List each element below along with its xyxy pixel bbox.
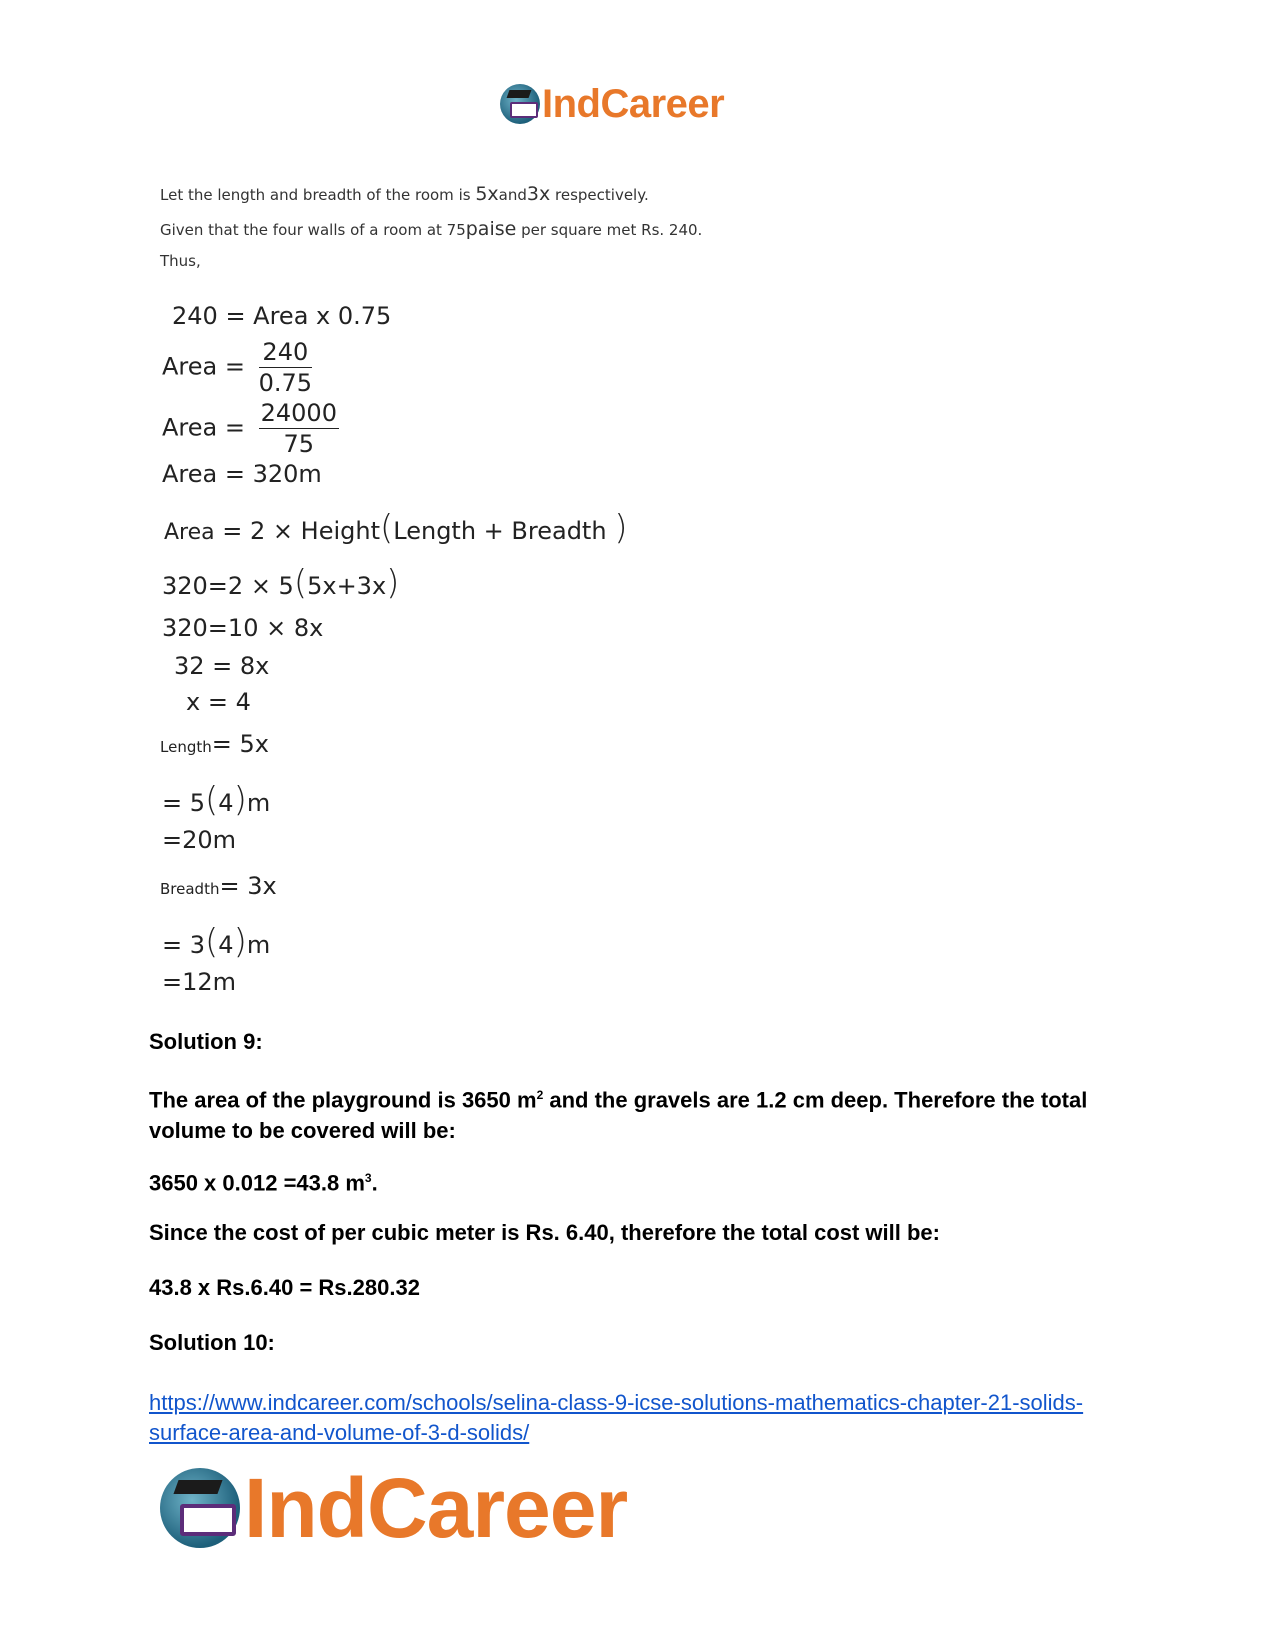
- paren-open: (: [380, 508, 394, 548]
- fraction: [259, 398, 339, 459]
- equation-term: Length + Breadth: [393, 517, 615, 545]
- intro-line-2: [160, 218, 702, 240]
- paren-open: (: [205, 922, 219, 962]
- breadth-step-1: [162, 922, 270, 962]
- superscript: 2: [536, 1088, 544, 1102]
- solution-9-paragraph-3: Since the cost of per cubic meter is Rs. 6.40, therefore the total cost will be:: [149, 1220, 940, 1245]
- unit: m: [246, 789, 271, 817]
- paren-open: (: [293, 563, 308, 603]
- paragraph-text: .: [371, 1170, 378, 1196]
- intro-math: paise: [465, 218, 517, 240]
- paragraph-text: and the gravels are 1.2 cm deep. Therefore the total volume to be covered will be:: [149, 1087, 1088, 1144]
- equation-term: 320=2 × 5: [162, 572, 294, 600]
- equation-term: 5x+3x: [307, 572, 387, 600]
- length-step-1: [162, 780, 270, 820]
- equation-2: [162, 337, 312, 398]
- length-label: Length: [160, 738, 212, 756]
- equation-term: = 5: [162, 789, 206, 817]
- solution-9-paragraph-2: [149, 1163, 1089, 1198]
- superscript: 3: [364, 1171, 372, 1185]
- breadth-step-2: =12m: [162, 968, 237, 996]
- intro-line-3: Thus,: [160, 252, 201, 270]
- solution-10-heading: Solution 10:: [149, 1330, 275, 1355]
- breadth-line: [160, 872, 277, 900]
- paragraph-text: 3650 x 0.012 =43.8 m: [149, 1170, 365, 1196]
- denominator: 0.75: [258, 369, 313, 397]
- equation-lhs: Area: [164, 520, 215, 545]
- solution-9-paragraph-1: [149, 1080, 1089, 1146]
- fraction: [259, 337, 312, 398]
- breadth-label: Breadth: [160, 880, 220, 898]
- paren-close: ): [233, 922, 247, 962]
- equation-3: [162, 398, 339, 459]
- graduation-globe-icon: [500, 84, 540, 124]
- equation-4: Area = 320m: [162, 460, 322, 488]
- equation-8: 32 = 8x: [174, 652, 270, 680]
- unit: m: [246, 931, 271, 959]
- equation-lhs: Area =: [162, 352, 245, 381]
- intro-math: 5x: [475, 183, 499, 205]
- intro-line-1: [160, 183, 649, 205]
- equation-term: 4: [218, 789, 234, 817]
- equation-lhs: Area =: [162, 413, 245, 442]
- paren-close: ): [386, 563, 400, 603]
- length-step-2: =20m: [162, 826, 237, 854]
- intro-text: per square met Rs. 240.: [516, 221, 703, 239]
- length-value: = 5x: [211, 730, 269, 758]
- intro-text: and: [498, 186, 527, 204]
- logo-text: IndCareer: [244, 1460, 628, 1555]
- numerator: 240: [259, 337, 312, 368]
- equation-6: [162, 563, 399, 603]
- equation-1: 240 = Area x 0.75: [172, 302, 392, 330]
- numerator: 24000: [260, 399, 337, 427]
- paragraph-text: The area of the playground is 3650 m: [149, 1087, 537, 1113]
- paren-close: ): [614, 508, 628, 548]
- intro-text: respectively.: [550, 186, 649, 204]
- graduation-globe-icon: [160, 1468, 240, 1548]
- paren-close: ): [233, 780, 247, 820]
- denominator: 75: [283, 430, 315, 458]
- equation-5: [164, 508, 627, 548]
- solution-9-paragraph-4: 43.8 x Rs.6.40 = Rs.280.32: [149, 1275, 420, 1300]
- logo-text: IndCareer: [542, 81, 725, 126]
- intro-math: 3x: [526, 183, 551, 205]
- equation-term: = 2 × Height: [222, 517, 380, 545]
- header-logo: [500, 80, 770, 128]
- solution-9-heading: Solution 9:: [149, 1029, 263, 1054]
- equation-term: 4: [218, 931, 234, 959]
- equation-9: x = 4: [186, 688, 251, 716]
- breadth-value: = 3x: [219, 872, 277, 900]
- intro-text: Given that the four walls of a room at 75: [160, 221, 466, 239]
- footer-logo: [160, 1460, 700, 1555]
- length-line: [160, 730, 269, 758]
- solution-10-link[interactable]: https://www.indcareer.com/schools/selina-class-9-icse-solutions-mathematics-chapter-21-solids-surface-area-and-volume-of-3-d-solids/: [149, 1390, 1084, 1445]
- equation-7: 320=10 × 8x: [162, 614, 324, 642]
- equation-term: = 3: [162, 931, 206, 959]
- intro-text: Let the length and breadth of the room is: [160, 186, 476, 204]
- paren-open: (: [205, 780, 219, 820]
